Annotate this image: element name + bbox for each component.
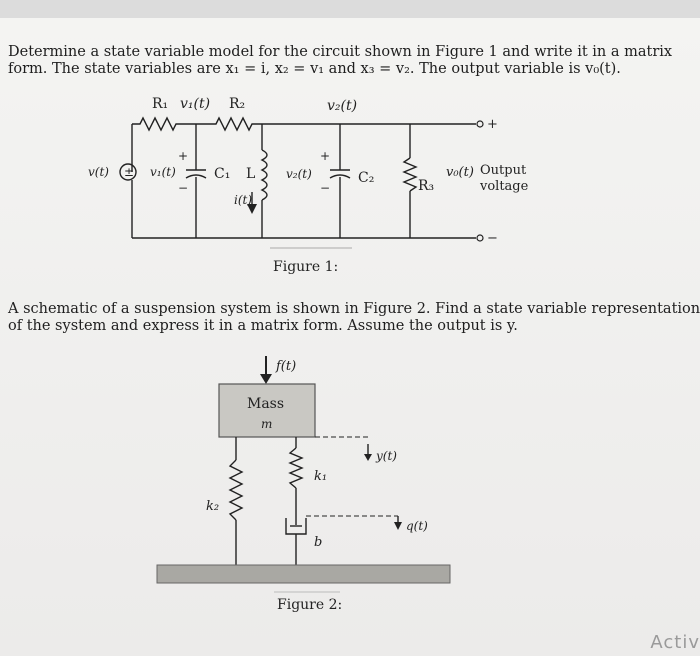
force-label: f(t) — [276, 359, 297, 374]
source-label: v(t) — [88, 165, 109, 179]
r3-label: R₃ — [418, 178, 435, 194]
figure-1-caption: Figure 1: — [273, 259, 339, 275]
problem-1-line-1: Determine a state variable model for the circuit shown in Figure 1 and write it in a matrix — [8, 44, 673, 60]
y-arrow-icon — [364, 454, 372, 461]
k1-label: k₁ — [314, 469, 328, 484]
v1-side-label: v₁(t) — [150, 165, 176, 179]
problem-2-line-2: of the system and express it in a matrix form. Assume the output is y. — [8, 318, 518, 334]
corner-watermark: Activ — [650, 632, 700, 653]
c1-label: C₁ — [214, 166, 231, 182]
mass-label: Mass — [247, 396, 285, 412]
c2-label: C₂ — [358, 170, 375, 186]
c1-plus: + — [178, 149, 189, 163]
out-minus: − — [487, 231, 498, 246]
b-label: b — [314, 535, 323, 550]
problem-2-line-1: A schematic of a suspension system is shown in Figure 2. Find a state variable representation — [8, 301, 700, 317]
m-label: m — [261, 417, 273, 431]
output-terminal-plus — [477, 121, 483, 127]
vo-label: v₀(t) — [446, 165, 474, 180]
svg-text:±: ± — [124, 165, 135, 179]
figure-2-caption: Figure 2: — [277, 597, 343, 613]
v2-side-label: v₂(t) — [286, 167, 312, 181]
ground-plate — [157, 565, 450, 583]
c2-plus: + — [320, 149, 331, 163]
v1-top-label: v₁(t) — [180, 96, 211, 112]
y-label: y(t) — [376, 449, 397, 463]
output-label-1: Output — [480, 163, 527, 178]
q-label: q(t) — [406, 519, 428, 533]
out-plus: + — [487, 117, 498, 132]
figure-1-circuit — [0, 0, 700, 290]
q-arrow-icon — [394, 522, 402, 530]
c1-minus: − — [178, 181, 189, 195]
problem-2-text — [8, 301, 700, 335]
output-label-2: voltage — [480, 179, 529, 194]
force-arrow-icon — [260, 374, 272, 384]
problem-1-line-2: form. The state variables are x₁ = i, x₂ = v₁ and x₃ = v₂. The output variable is v₀(t). — [8, 61, 621, 77]
output-terminal-minus — [477, 235, 483, 241]
r2-label: R₂ — [229, 96, 246, 112]
v2-top-label: v₂(t) — [327, 98, 358, 114]
i-label: i(t) — [234, 193, 253, 207]
c2-minus: − — [320, 181, 331, 195]
r1-label: R₁ — [152, 96, 169, 112]
figure-2-suspension — [0, 340, 700, 620]
k2-label: k₂ — [206, 499, 220, 514]
l-label: L — [246, 166, 256, 182]
